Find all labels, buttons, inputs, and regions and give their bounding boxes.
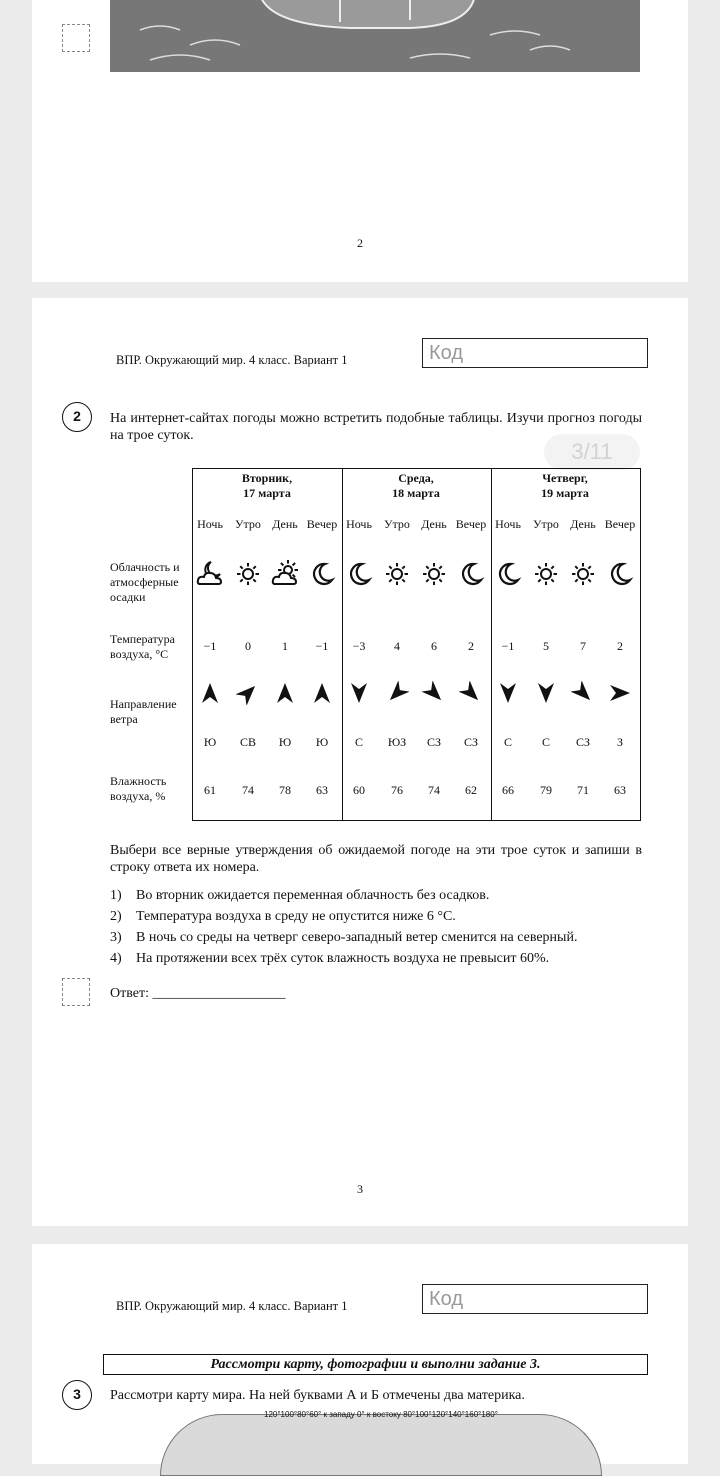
wind-arrow-icon	[459, 681, 483, 705]
option-text: На протяжении всех трёх суток влажность воздуха не превысит 60%.	[136, 951, 550, 966]
day-date: 17 марта	[243, 486, 291, 500]
time-of-day: Вечер	[455, 517, 487, 531]
humidity-value: 76	[391, 783, 403, 797]
cloud-sun-icon	[271, 560, 299, 588]
time-of-day: День	[421, 517, 447, 531]
sun-icon	[569, 560, 597, 588]
score-checkbox[interactable]	[62, 24, 90, 52]
wind-direction: С	[541, 735, 550, 749]
time-of-day: Утро	[384, 517, 410, 531]
temperature-value: 4	[394, 639, 400, 653]
option-number: 3)	[110, 930, 122, 945]
humidity-value: 71	[577, 783, 589, 797]
humidity-value: 79	[540, 783, 552, 797]
wind-arrow-icon	[571, 681, 595, 705]
humidity-value: 66	[502, 783, 514, 797]
day-header	[342, 471, 490, 501]
page-indicator: 3/11	[544, 434, 640, 470]
temperature-value: −1	[203, 639, 217, 653]
wind-arrow-icon	[385, 681, 409, 705]
wind-arrow-icon	[273, 681, 297, 705]
wind-arrow-icon	[347, 681, 371, 705]
map-scale-label: 120°100°80°60° к западу 0° к востоку 80°100°120°140°160°180°	[264, 1410, 498, 1419]
day-name: Среда,	[398, 471, 434, 485]
wind-arrow-icon	[236, 681, 260, 705]
temperature-value: 2	[617, 639, 623, 653]
wind-direction: Ю	[315, 735, 329, 749]
wind-direction: СЗ	[575, 735, 590, 749]
moon-icon	[308, 560, 336, 588]
moon-icon	[457, 560, 485, 588]
options-list	[110, 885, 650, 969]
moon-icon	[606, 560, 634, 588]
time-of-day: Утро	[533, 517, 559, 531]
humidity-value: 60	[353, 783, 365, 797]
wind-direction: ЮЗ	[387, 735, 407, 749]
task-banner: Рассмотри карту, фотографии и выполни задание 3.	[103, 1354, 648, 1375]
temperature-value: 5	[543, 639, 549, 653]
question-number: 3	[62, 1380, 92, 1410]
option-text: Температура воздуха в среду не опустится ниже 6 °С.	[136, 909, 456, 924]
sun-icon	[532, 560, 560, 588]
time-of-day: День	[570, 517, 596, 531]
moon-icon	[494, 560, 522, 588]
humidity-value: 63	[316, 783, 328, 797]
page-2	[32, 0, 688, 282]
row-label-cloud: Облачность и атмосферные осадки	[110, 560, 180, 604]
option-number: 4)	[110, 951, 122, 966]
wind-direction: С	[503, 735, 512, 749]
wind-arrow-icon	[534, 681, 558, 705]
humidity-value: 78	[279, 783, 291, 797]
code-field[interactable]: Код	[422, 1284, 648, 1314]
time-of-day: День	[272, 517, 298, 531]
weather-table	[192, 468, 641, 821]
temperature-value: 6	[431, 639, 437, 653]
time-of-day: Ночь	[346, 517, 372, 531]
wind-direction: Ю	[278, 735, 292, 749]
wind-direction: Ю	[203, 735, 217, 749]
temperature-value: −1	[315, 639, 329, 653]
option-number: 1)	[110, 888, 122, 903]
row-label-wind: Направление ветра	[110, 697, 177, 726]
page-3	[32, 298, 688, 1226]
option-text: В ночь со среды на четверг северо-западный ветер сменится на северный.	[136, 930, 578, 945]
temperature-value: 2	[468, 639, 474, 653]
day-date: 18 марта	[392, 486, 440, 500]
score-checkbox[interactable]	[62, 978, 90, 1006]
temperature-value: −3	[352, 639, 366, 653]
wind-direction: СЗ	[426, 735, 441, 749]
row-label-temp: Температура воздуха, °С	[110, 632, 175, 661]
sun-icon	[383, 560, 411, 588]
page-number: 3	[357, 1182, 363, 1196]
temperature-value: −1	[501, 639, 515, 653]
temperature-value: 0	[245, 639, 251, 653]
wind-arrow-icon	[310, 681, 334, 705]
option-text: Во вторник ожидается переменная облачность без осадков.	[136, 888, 490, 903]
code-field[interactable]: Код	[422, 338, 648, 368]
day-header	[491, 471, 639, 501]
moon-icon	[345, 560, 373, 588]
wind-direction: З	[616, 735, 623, 749]
option-number: 2)	[110, 909, 122, 924]
day-date: 19 марта	[541, 486, 589, 500]
wind-arrow-icon	[422, 681, 446, 705]
page-4	[32, 1244, 688, 1464]
day-name: Вторник,	[241, 471, 293, 485]
wind-direction: СЗ	[463, 735, 478, 749]
humidity-value: 74	[428, 783, 440, 797]
option-item	[110, 927, 650, 948]
option-item	[110, 948, 650, 969]
temperature-value: 7	[580, 639, 586, 653]
header-text: ВПР. Окружающий мир. 4 класс. Вариант 1	[116, 353, 348, 367]
wind-direction: С	[354, 735, 363, 749]
wind-arrow-icon	[496, 681, 520, 705]
time-of-day: Вечер	[306, 517, 338, 531]
day-header	[193, 471, 341, 501]
header-text: ВПР. Окружающий мир. 4 класс. Вариант 1	[116, 1299, 348, 1313]
instruction-text: Выбери все верные утверждения об ожидаемой погоде на эти трое суток и запиши в строку ответа их номера.	[110, 843, 642, 875]
wind-arrow-icon	[608, 681, 632, 705]
row-label-humidity: Влажность воздуха, %	[110, 774, 167, 803]
world-map	[160, 1414, 602, 1476]
question-text: На интернет-сайтах погоды можно встретить подобные таблицы. Изучи прогноз погоды на трое суток.	[110, 411, 642, 443]
question-text: Рассмотри карту мира. На ней буквами А и Б отмечены два материка.	[110, 1388, 525, 1403]
day-name: Четверг,	[542, 471, 588, 485]
question-number: 2	[62, 402, 92, 432]
answer-field[interactable]: Ответ: ___________________	[110, 986, 286, 1001]
option-item	[110, 906, 650, 927]
time-of-day: Вечер	[604, 517, 636, 531]
time-of-day: Ночь	[495, 517, 521, 531]
wind-direction: СВ	[239, 735, 256, 749]
humidity-value: 61	[204, 783, 216, 797]
boat-illustration	[110, 0, 640, 72]
time-of-day: Утро	[235, 517, 261, 531]
humidity-value: 74	[242, 783, 254, 797]
cloud-moon-icon	[196, 560, 224, 588]
time-of-day: Ночь	[197, 517, 223, 531]
wind-arrow-icon	[198, 681, 222, 705]
sun-icon	[234, 560, 262, 588]
page-number: 2	[357, 236, 363, 250]
humidity-value: 62	[465, 783, 477, 797]
sun-icon	[420, 560, 448, 588]
option-item	[110, 885, 650, 906]
temperature-value: 1	[282, 639, 288, 653]
humidity-value: 63	[614, 783, 626, 797]
